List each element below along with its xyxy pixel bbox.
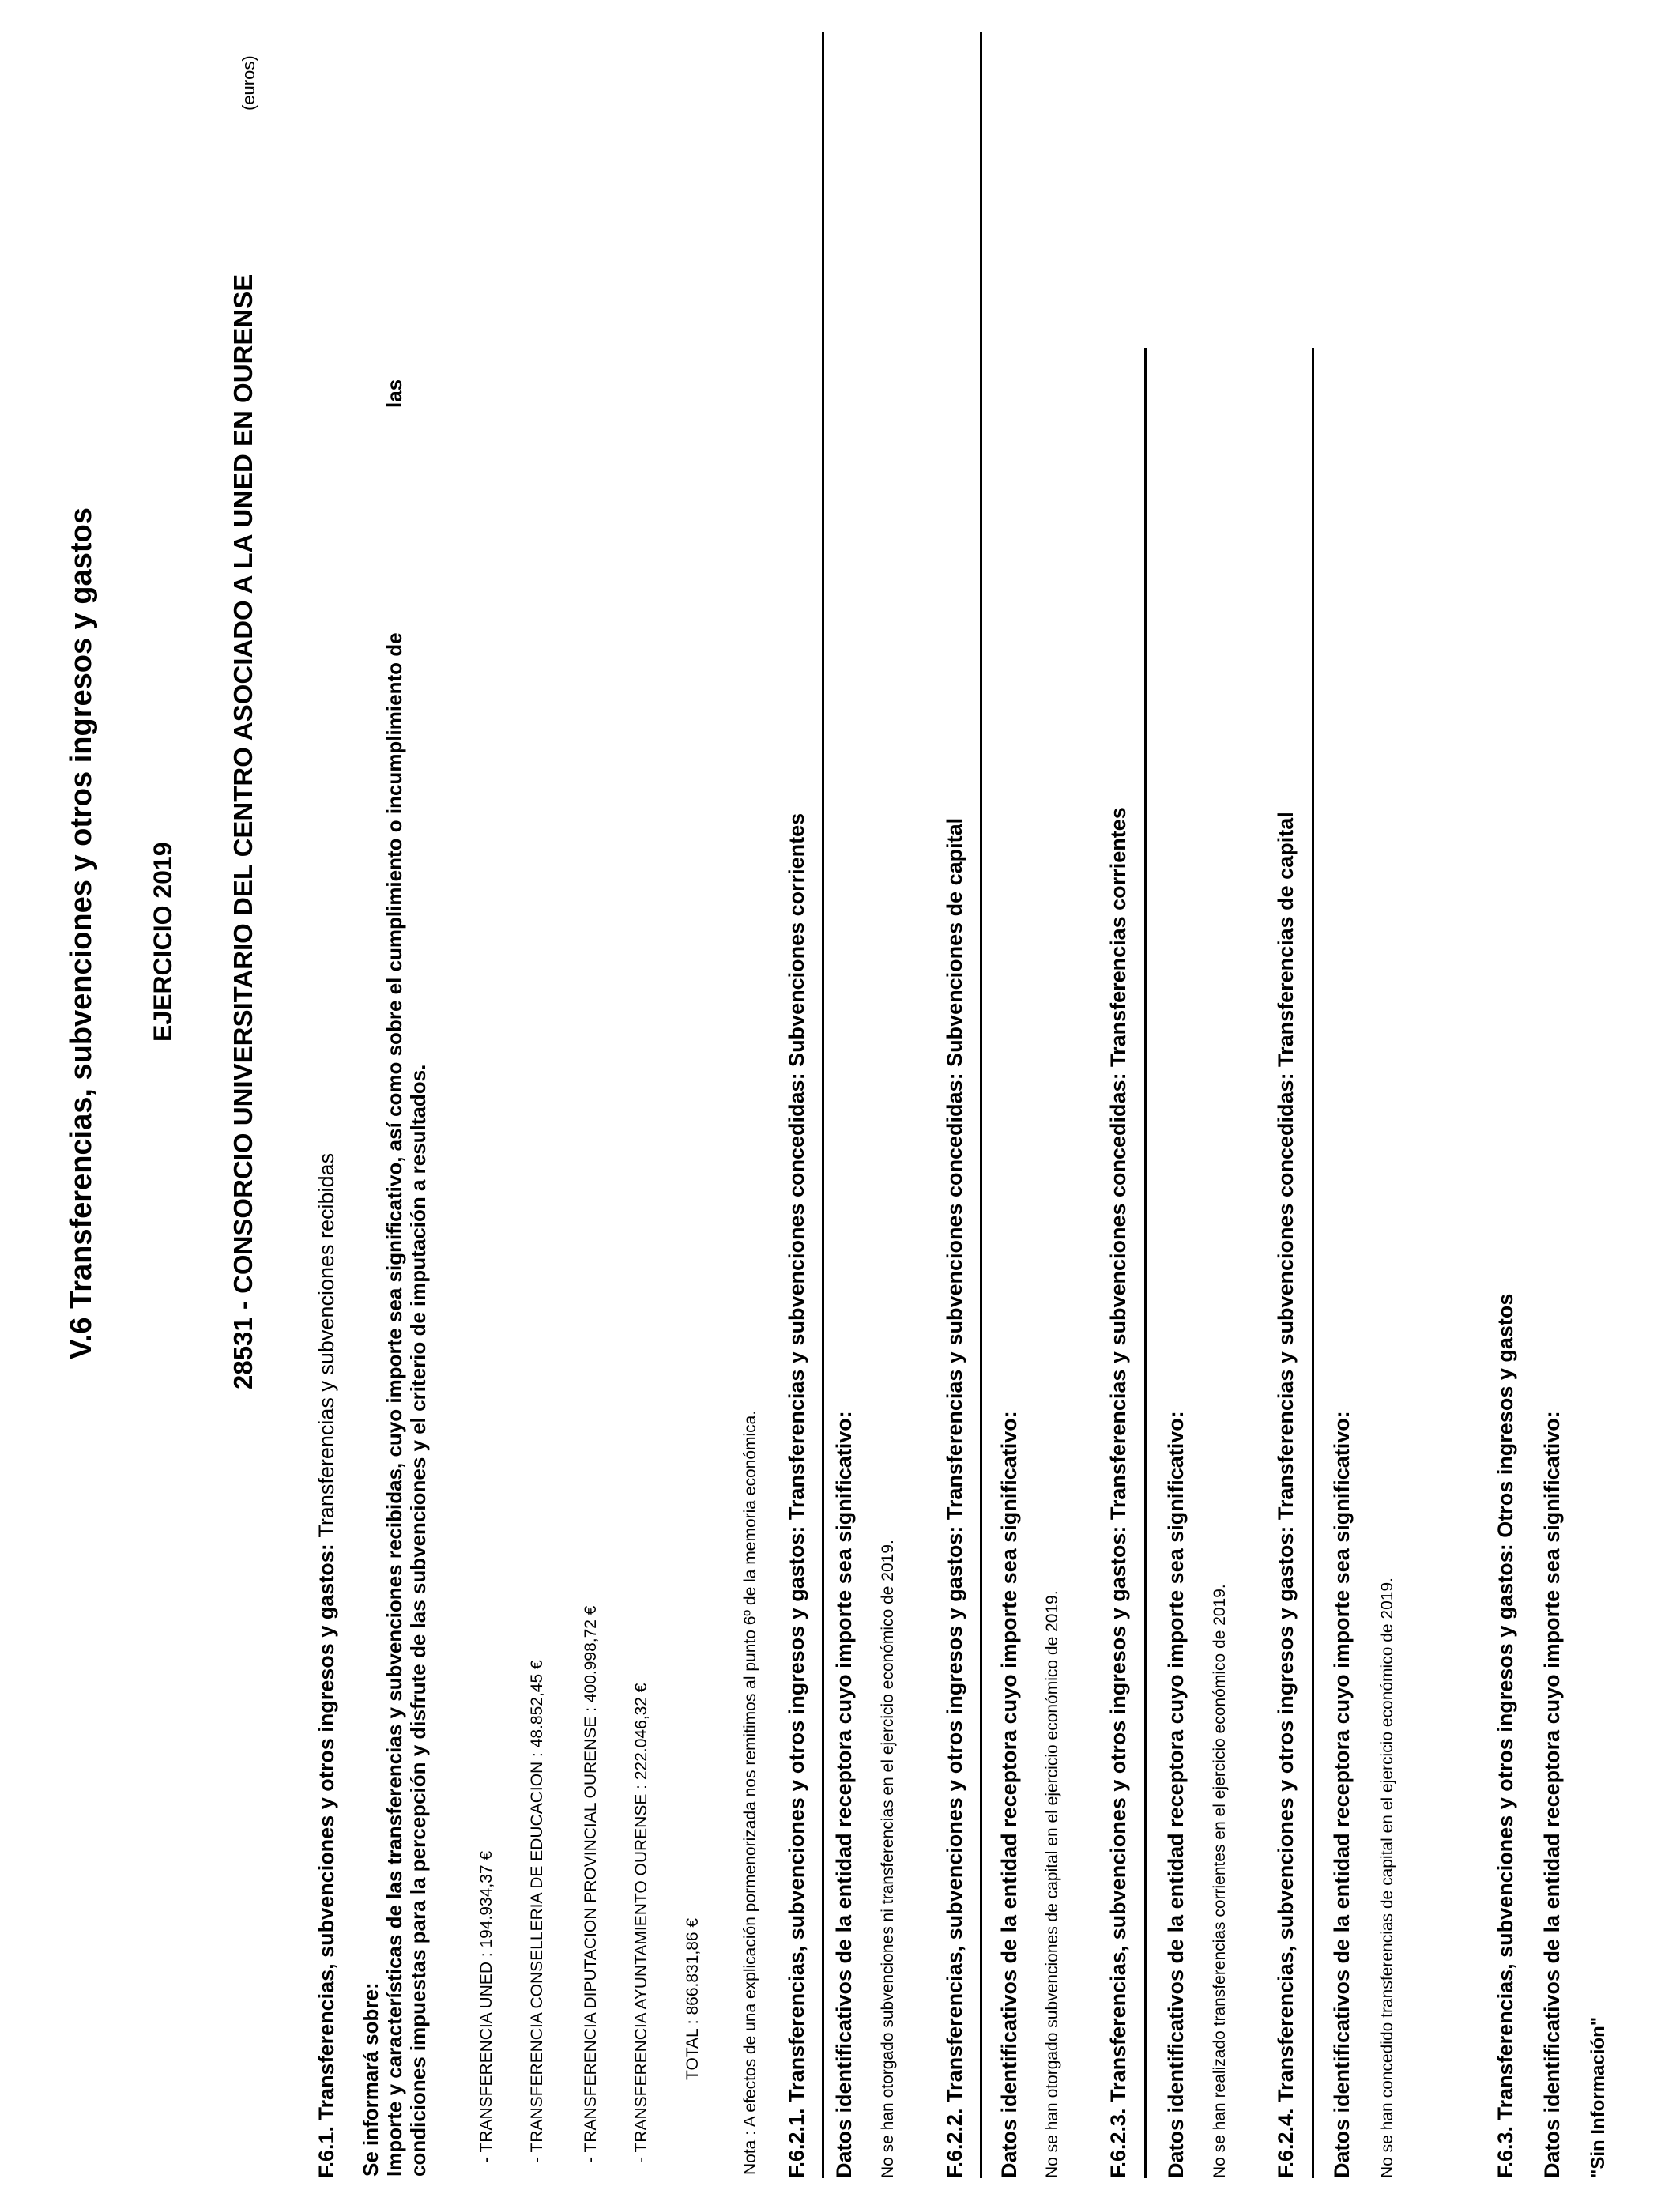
section-f623-subheading: Datos identificativos de la entidad receptora cuyo importe sea significativo: [1164, 1411, 1188, 2178]
section-f621-heading: F.6.2.1. Transferencias, subvenciones y otros ingresos y gastos: Transferencias y subvenciones concedidas: Subvenciones corrientes [785, 812, 808, 2178]
inform-label: Se informará sobre: [359, 1982, 382, 2177]
divider [822, 32, 824, 2178]
section-f624-subheading: Datos identificativos de la entidad receptora cuyo importe sea significativo: [1330, 1411, 1354, 2178]
section-f63-subheading: Datos identificativos de la entidad receptora cuyo importe sea significativo: [1540, 1411, 1564, 2178]
section-f623-text: No se han realizado transferencias corrientes en el ejercicio económico de 2019. [1211, 1584, 1229, 2178]
page-title: V.6 Transferencias, subvenciones y otros ingresos y gastos [65, 507, 98, 1359]
divider [1312, 348, 1314, 2178]
section-f621-text: No se han otorgado subvenciones ni transferencias en el ejercicio económico de 2019. [879, 1540, 897, 2178]
section-f61-heading [315, 1153, 339, 2178]
currency-note: (euros) [239, 55, 258, 111]
section-f622-heading: F.6.2.2. Transferencias, subvenciones y otros ingresos y gastos: Transferencias y subvenciones concedidas: Subvenciones de capital [943, 817, 966, 2178]
inform-line-1: Importe y características de las transferencias y subvenciones recibidas, cuyo importe sea significativo, así como sobre el cumplimiento o incumplimiento de [382, 632, 406, 2177]
inform-line-2: condiciones impuestas para la percepción y disfrute de las subvenciones y el criterio de imputación a resultados. [406, 1064, 430, 2177]
divider [1144, 348, 1147, 2178]
section-f63-heading: F.6.3. Transferencias, subvenciones y otros ingresos y gastos: Otros ingresos y gastos [1494, 1293, 1517, 2178]
section-f624-text: No se han concedido transferencias de capital en el ejercicio económico de 2019. [1378, 1578, 1396, 2178]
section-f61-title-tail: Transferencias y subvenciones recibidas [315, 1152, 338, 1538]
transfer-item: - TRANSFERENCIA AYUNTAMIENTO OURENSE : 222.046,32 € [632, 1683, 650, 2162]
transfer-item: - TRANSFERENCIA DIPUTACION PROVINCIAL OURENSE : 400.998,72 € [582, 1605, 600, 2162]
section-f621-subheading: Datos identificativos de la entidad receptora cuyo importe sea significativo: [832, 1411, 856, 2178]
note: Nota : A efectos de una explicación pormenorizada nos remitimos al punto 6º de la memoria económica. [741, 1410, 759, 2175]
section-f61-title: F.6.1. Transferencias, subvenciones y otros ingresos y gastos: [315, 1544, 338, 2178]
transfer-item: - TRANSFERENCIA CONSELLERIA DE EDUCACION : 48.852,45 € [528, 1660, 546, 2162]
entity-name: 28531 - CONSORCIO UNIVERSITARIO DEL CENTRO ASOCIADO A LA UNED EN OURENSE [228, 273, 258, 1389]
section-f623-heading: F.6.2.3. Transferencias, subvenciones y otros ingresos y gastos: Transferencias y subvenciones concedidas: Transferencias corrientes [1106, 807, 1130, 2178]
divider [980, 32, 982, 2178]
section-f624-heading: F.6.2.4. Transferencias, subvenciones y otros ingresos y gastos: Transferencias y subvenciones concedidas: Transferencias de capital [1274, 812, 1298, 2178]
fiscal-year: EJERCICIO 2019 [149, 842, 177, 1042]
section-f622-text: No se han otorgado subvenciones de capital en el ejercicio económico de 2019. [1043, 1590, 1061, 2178]
section-f63-text: "Sin Información" [1588, 2016, 1609, 2178]
transfer-item: - TRANSFERENCIA UNED : 194.934,37 € [477, 1850, 495, 2162]
inform-line-1-end: las [382, 379, 406, 408]
transfer-total: TOTAL : 866.831,86 € [684, 1917, 702, 2080]
section-f622-subheading: Datos identificativos de la entidad receptora cuyo importe sea significativo: [997, 1411, 1021, 2178]
